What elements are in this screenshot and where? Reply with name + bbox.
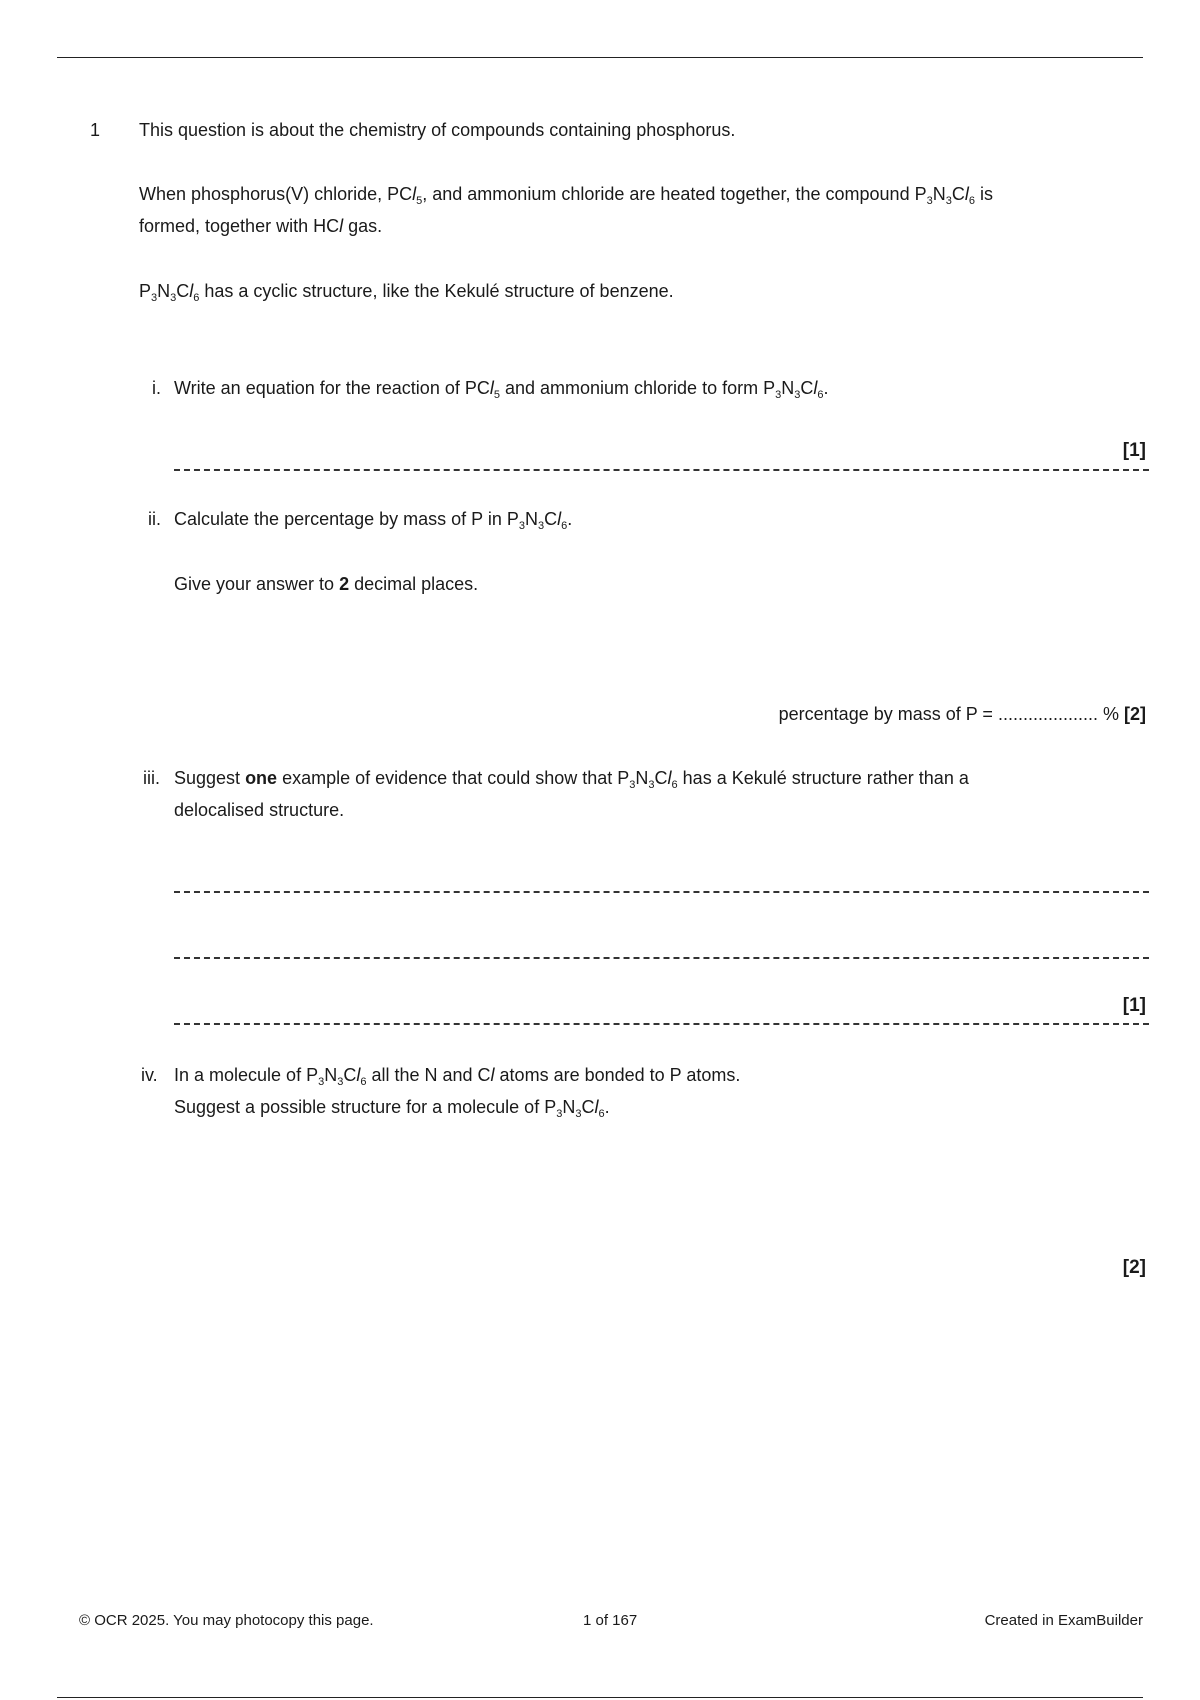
part-i-label: i. [152, 378, 161, 398]
paragraph-reaction-line2: formed, together with HCl gas. [139, 216, 383, 236]
part-ii-prompt: Calculate the percentage by mass of P in $P_3N_3Cl_6$. [174, 509, 573, 532]
question-intro: This question is about the chemistry of compounds containing phosphorus. [139, 120, 736, 140]
part-iii-label: iii. [143, 768, 160, 788]
part-i-marks: [1] [1122, 440, 1146, 461]
paragraph-reaction: When phosphorus(V) chloride, PCl$_5$, and ammonium chloride are heated together, the compound $P_3N_3Cl_6$ is [139, 184, 993, 207]
footer-credit: Created in ExamBuilder [984, 1612, 1143, 1629]
footer-page-number: 1 of 167 [583, 1612, 638, 1629]
bottom-rule [57, 1697, 1143, 1698]
part-iii-answer-line-1[interactable] [174, 891, 1149, 893]
footer-copyright: © OCR 2025. You may photocopy this page. [79, 1612, 374, 1629]
part-iii-prompt: Suggest one example of evidence that could show that $P_3N_3Cl_6$ has a Kekulé structure rather than a [174, 768, 969, 791]
part-iv-prompt: In a molecule of $P_3N_3Cl_6$ all the N and Cl atoms are bonded to P atoms. [174, 1065, 741, 1088]
part-ii-marks: [2] [1124, 704, 1146, 724]
part-iii-marks: [1] [1122, 995, 1146, 1016]
part-iii-answer-line-3[interactable] [174, 1023, 1149, 1025]
part-ii-label: ii. [148, 509, 161, 529]
question-number: 1 [90, 120, 101, 140]
paragraph-structure: $P_3N_3Cl_6$ has a cyclic structure, like the Kekulé structure of benzene. [139, 281, 674, 304]
part-ii-answer[interactable]: percentage by mass of P = .................... % [2] [778, 704, 1146, 724]
part-iv-prompt-line2: Suggest a possible structure for a molecule of $P_3N_3Cl_6$. [174, 1097, 610, 1120]
part-ii-instruction: Give your answer to 2 decimal places. [174, 574, 479, 594]
answer-dots[interactable]: .................... [997, 704, 1098, 724]
part-i-prompt: Write an equation for the reaction of PCl$_5$ and ammonium chloride to form $P_3N_3Cl_6$. [174, 378, 829, 401]
top-rule [57, 57, 1143, 58]
part-iv-marks: [2] [1122, 1257, 1146, 1278]
part-iv-label: iv. [141, 1065, 158, 1085]
part-i-answer-line[interactable] [174, 469, 1149, 471]
part-iii-prompt-line2: delocalised structure. [174, 800, 345, 820]
part-iii-answer-line-2[interactable] [174, 957, 1149, 959]
